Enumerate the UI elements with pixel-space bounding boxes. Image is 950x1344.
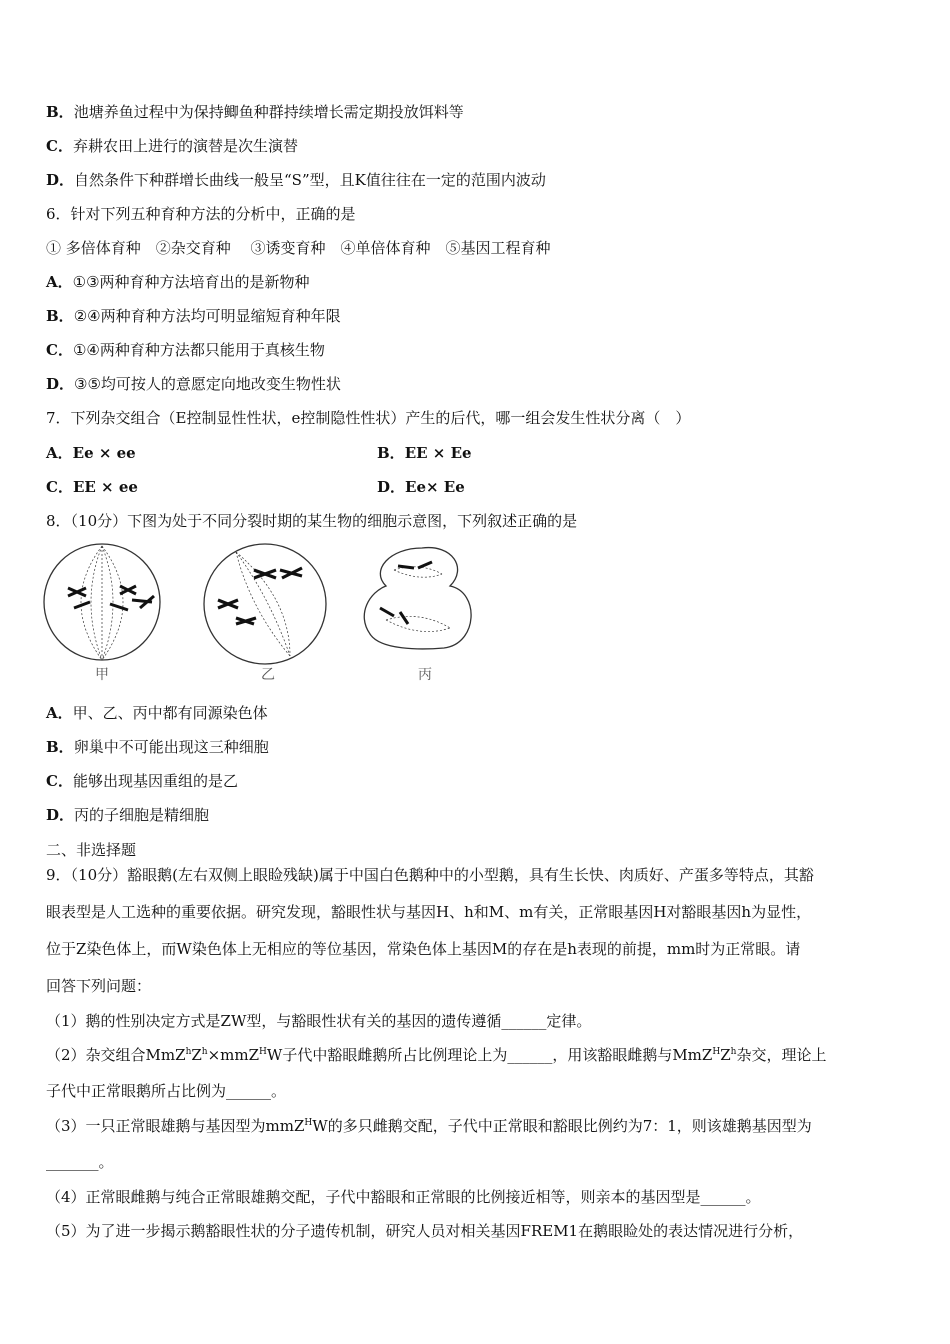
fig-label-jia: 甲 (95, 667, 109, 683)
q5-option-c: C．弃耕农田上进行的演替是次生演替 (46, 137, 298, 155)
q6-option-c: C．①④两种育种方法都只能用于真核生物 (46, 341, 325, 359)
q9-part-2-line-1: （2）杂交组合$MmZ^hZ^h\times mmZ^HW$子代中豁眼雌鹅所占比例理论上为______，用该豁眼雌鹅与$MmZ^HZ^h$杂交，理论上 (46, 1046, 827, 1064)
q9-stem-line-1: 9．（10分）豁眼鹅(左右双侧上眼睑残缺)属于中国白色鹅种中的小型鹅，具有生长快、肉质好、产蛋多等特点，其豁 (46, 866, 814, 884)
q9-part-4: （4）正常眼雌鹅与纯合正常眼雄鹅交配，子代中豁眼和正常眼的比例接近相等，则亲本的基因型是______。 (46, 1188, 761, 1206)
q9-stem-line-3: 位于Z染色体上，而W染色体上无相应的等位基因，常染色体上基因M的存在是h表现的前提，mm时为正常眼。请 (46, 940, 801, 958)
q5-option-d: D．自然条件下种群增长曲线一般呈“S”型，且K值往往在一定的范围内波动 (46, 171, 546, 189)
q7-stem: 7．下列杂交组合（E控制显性性状，e控制隐性性状）产生的后代，哪一组会发生性状分离（ ） (46, 409, 691, 427)
q9-stem-line-2: 眼表型是人工选种的重要依据。研究发现，豁眼性状与基因H、h和M、m有关，正常眼基因H对豁眼基因h为显性， (46, 903, 812, 921)
q9-part-3-line-2: _______。 (46, 1153, 114, 1171)
q9-part-3-line-1: （3）一只正常眼雄鹅与基因型为mmZ$^H$W的多只雌鹅交配，子代中正常眼和豁眼比例约为7：1，则该雄鹅基因型为 (46, 1117, 812, 1135)
cell-yi (204, 544, 326, 664)
cell-division-figure (40, 538, 480, 688)
cell-bing (364, 548, 471, 649)
section-heading: 二、非选择题 (46, 841, 137, 859)
q8-option-c: C．能够出现基因重组的是乙 (46, 772, 238, 790)
q6-option-d: D．③⑤均可按人的意愿定向地改变生物性状 (46, 375, 341, 393)
q7-option-d: D．Ee× Ee (377, 478, 465, 496)
fig-label-bing: 丙 (418, 667, 432, 683)
q6-option-b: B．②④两种育种方法均可明显缩短育种年限 (46, 307, 341, 325)
q8-option-a: A．甲、乙、丙中都有同源染色体 (46, 704, 268, 722)
q9-part-1: （1）鹅的性别决定方式是ZW型，与豁眼性状有关的基因的遗传遵循______定律。 (46, 1012, 592, 1030)
cell-jia (44, 544, 160, 660)
q8-stem: 8．（10分）下图为处于不同分裂时期的某生物的细胞示意图，下列叙述正确的是 (46, 512, 578, 530)
q9-part-2-line-2: 子代中正常眼鹅所占比例为______。 (46, 1082, 287, 1100)
q5-option-b: B．池塘养鱼过程中为保持鲫鱼种群持续增长需定期投放饵料等 (46, 103, 464, 121)
q9-stem-line-4: 回答下列问题： (46, 977, 152, 995)
q8-option-b: B．卵巢中不可能出现这三种细胞 (46, 738, 269, 756)
q7-option-b: B．EE × Ee (377, 444, 472, 462)
q7-option-a: A．Ee × ee (46, 444, 136, 462)
q9-part-5: （5）为了进一步揭示鹅豁眼性状的分子遗传机制，研究人员对相关基因FREM1在鹅眼睑处的表达情况进行分析， (46, 1222, 804, 1240)
q7-option-c: C．EE × ee (46, 478, 138, 496)
q6-option-a: A．①③两种育种方法培育出的是新物种 (46, 273, 310, 291)
q6-stem: 6．针对下列五种育种方法的分析中，正确的是 (46, 205, 356, 223)
fig-label-yi: 乙 (261, 667, 275, 683)
q6-methods: ① 多倍体育种 ②杂交育种 ③诱变育种 ④单倍体育种 ⑤基因工程育种 (46, 239, 551, 257)
q8-option-d: D．丙的子细胞是精细胞 (46, 806, 210, 824)
